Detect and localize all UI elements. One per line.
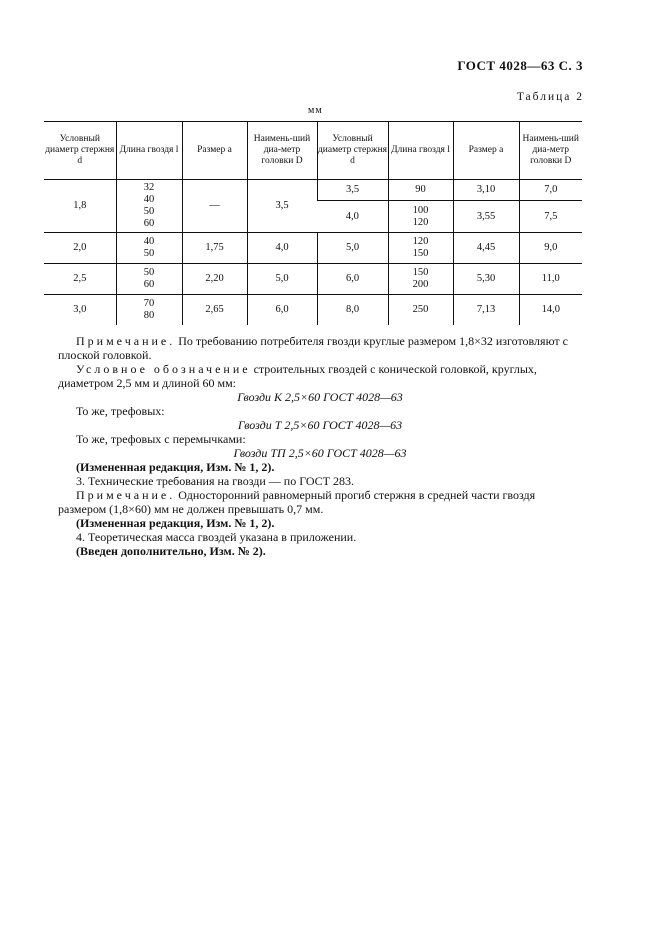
cell-l-value: 60 bbox=[143, 218, 155, 229]
cell-D: 5,0 bbox=[247, 264, 317, 295]
cell-D: 4,0 bbox=[247, 233, 317, 264]
designation-label: Условное обозначение bbox=[76, 362, 251, 376]
cell-D: 7,0 bbox=[519, 180, 582, 201]
cell-a: 2,20 bbox=[182, 264, 247, 295]
cell-l bbox=[388, 264, 453, 295]
body-text bbox=[58, 334, 582, 558]
cell-a: 3,55 bbox=[453, 201, 519, 233]
same-trefoil-bridges: То же, трефовых с перемычками: bbox=[76, 432, 246, 446]
table-caption: Таблица 2 bbox=[516, 91, 584, 103]
cell-l-value: 40 bbox=[143, 236, 155, 247]
cell-a: 1,75 bbox=[182, 233, 247, 264]
cell-D: 6,0 bbox=[247, 295, 317, 326]
cell-l-value: 120 bbox=[412, 216, 429, 228]
cell-D: 9,0 bbox=[519, 233, 582, 264]
cell-l bbox=[116, 180, 182, 233]
cell-l bbox=[116, 295, 182, 326]
example-2: Гвозди Т 2,5×60 ГОСТ 4028—63 bbox=[237, 418, 403, 432]
cell-l-value: 70 bbox=[143, 298, 155, 309]
cell-l-value: 40 bbox=[143, 194, 155, 205]
amendment-1: (Измененная редакция, Изм. № 1, 2). bbox=[76, 460, 275, 474]
cell-a: 2,65 bbox=[182, 295, 247, 326]
page-header: ГОСТ 4028—63 С. 3 bbox=[457, 58, 583, 73]
header-cell: Условный диаметр стержня d bbox=[317, 122, 388, 180]
header-cell: Размер a bbox=[453, 122, 519, 180]
cell-D: 7,5 bbox=[519, 201, 582, 233]
cell-a: 4,45 bbox=[453, 233, 519, 264]
cell-a: 3,10 bbox=[453, 180, 519, 201]
note-1 bbox=[58, 334, 582, 362]
cell-l-value: 120 bbox=[412, 236, 429, 247]
table-header-row bbox=[44, 122, 582, 180]
cell-l bbox=[116, 233, 182, 264]
amendment-3: (Введен дополнительно, Изм. № 2). bbox=[76, 544, 266, 558]
cell-l-value: 50 bbox=[143, 248, 155, 259]
table-row bbox=[44, 264, 582, 295]
cell-d: 2,5 bbox=[44, 264, 116, 295]
cell-a: 7,13 bbox=[453, 295, 519, 326]
cell-l-value: 60 bbox=[143, 279, 155, 290]
example-1: Гвозди К 2,5×60 ГОСТ 4028—63 bbox=[237, 390, 403, 404]
cell-l: 90 bbox=[388, 180, 453, 201]
table-row bbox=[44, 295, 582, 326]
nail-dimensions-table bbox=[44, 121, 582, 325]
same-trefoil: То же, трефовых: bbox=[76, 404, 165, 418]
header-cell: Наимень-ший диа-метр головки D bbox=[247, 122, 317, 180]
cell-l-value: 50 bbox=[143, 267, 155, 278]
cell-d: 5,0 bbox=[317, 233, 388, 264]
note-2 bbox=[58, 488, 582, 516]
cell-l bbox=[388, 201, 453, 233]
note-1-label: Примечание. bbox=[76, 334, 176, 348]
cell-l-value: 100 bbox=[412, 204, 429, 216]
cell-d: 3,5 bbox=[317, 180, 388, 201]
header-cell: Размер a bbox=[182, 122, 247, 180]
header-cell: Длина гвоздя l bbox=[388, 122, 453, 180]
table-row bbox=[44, 180, 582, 201]
cell-l-value: 80 bbox=[143, 310, 155, 321]
designation-text: строительных гвоздей с конической головкой, круглых, диаметром 2,5 мм и длиной 60 мм: bbox=[58, 362, 537, 390]
cell-d: 4,0 bbox=[317, 201, 388, 233]
cell-D: 11,0 bbox=[519, 264, 582, 295]
cell-l: 250 bbox=[388, 295, 453, 326]
cell-l bbox=[388, 233, 453, 264]
cell-l bbox=[116, 264, 182, 295]
item-4: 4. Теоретическая масса гвоздей указана в приложении. bbox=[76, 530, 357, 544]
cell-d: 8,0 bbox=[317, 295, 388, 326]
table-row bbox=[44, 233, 582, 264]
cell-l-value: 32 bbox=[143, 182, 155, 193]
note-1-text: По требованию потребителя гвозди круглые размером 1,8×32 изготовляют с плоской головкой. bbox=[58, 334, 568, 362]
units-label: мм bbox=[308, 105, 323, 116]
header-cell: Наимень-ший диа-метр головки D bbox=[519, 122, 582, 180]
example-3: Гвозди ТП 2,5×60 ГОСТ 4028—63 bbox=[233, 446, 407, 460]
cell-l-value: 50 bbox=[143, 206, 155, 217]
cell-D: 3,5 bbox=[247, 180, 317, 233]
cell-l-value: 150 bbox=[412, 248, 429, 259]
header-cell: Условный диаметр стержня d bbox=[44, 122, 116, 180]
cell-l-value: 200 bbox=[412, 279, 429, 290]
note-2-text: Односторонний равномерный прогиб стержня в средней части гвоздя размером (1,8×60) мм не должен превышать 0,7 мм. bbox=[58, 488, 536, 516]
header-cell: Длина гвоздя l bbox=[116, 122, 182, 180]
item-3: 3. Технические требования на гвозди — по ГОСТ 283. bbox=[76, 474, 354, 488]
cell-a: 5,30 bbox=[453, 264, 519, 295]
amendment-2: (Измененная редакция, Изм. № 1, 2). bbox=[76, 516, 275, 530]
cell-d: 1,8 bbox=[44, 180, 116, 233]
cell-a: — bbox=[182, 180, 247, 233]
note-2-label: Примечание. bbox=[76, 488, 176, 502]
cell-l-value: 150 bbox=[412, 267, 429, 278]
designation bbox=[58, 362, 582, 390]
cell-d: 2,0 bbox=[44, 233, 116, 264]
cell-d: 6,0 bbox=[317, 264, 388, 295]
cell-d: 3,0 bbox=[73, 304, 87, 315]
cell-D: 14,0 bbox=[519, 295, 582, 326]
